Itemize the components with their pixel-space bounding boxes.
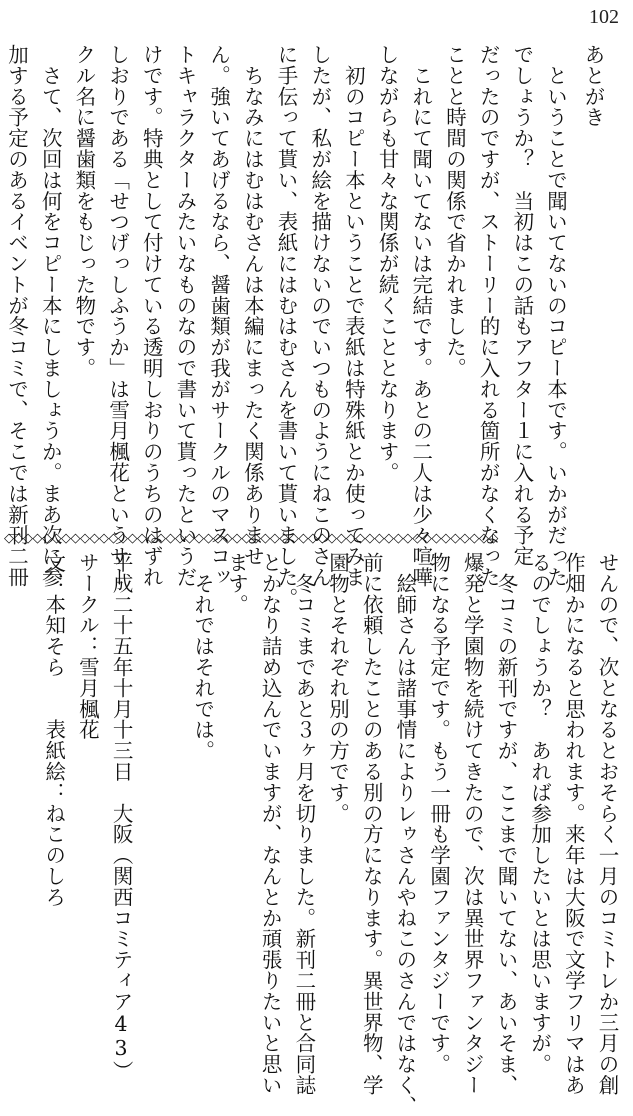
colophon-date-event: 平成二十五年十月十三日 大阪（関西コミティア43） (109, 552, 134, 1082)
continuation-line-3: るのでしょうか？ あれば参加したいとは思いますが。 (527, 552, 552, 1075)
continuation-line-2: 作畑かになると思われます。来年は大阪で文学フリマはあ (561, 552, 586, 1096)
page-number: 102 (589, 6, 619, 28)
continuation-line-5: 爆発と学園物を続けてきたので、次は異世界ファンタジー (460, 552, 485, 1096)
continuation-line-6: 物になる予定です。もう一冊も学園ファンタジーです。 (426, 552, 451, 1075)
afterword-line-10: ちなみにはむはむさんは本編にまったく関係ありませ (240, 44, 265, 567)
section-divider: ◇◇◇◇◇◇◇◇◇◇◇◇◇◇◇◇◇◇◇◇◇◇◇◇◇◇◇◇◇◇◇◇◇◇◇◇◇◇◇◇◇◇◇◇◇◇◇◇◇◇◇◇ (4, 532, 498, 546)
afterword-line-8: したが、私が絵を描けないのでいつものようにねこのさん (307, 44, 332, 588)
afterword-line-9: に手伝って貰い、表紙にはむはむさんを書いて貰いました。 (274, 44, 298, 609)
afterword-line-1: ということで聞いてないのコピー本です。いかがだった (543, 44, 568, 588)
continuation-line-13: それではそれでは。 (190, 552, 215, 761)
blank-column (159, 552, 179, 1116)
afterword-line-15: クル名に醤歯類をもじった物です。 (71, 44, 96, 379)
continuation-text-block (43, 552, 617, 1116)
colophon-circle: サークル：雪月楓花 (75, 552, 100, 741)
afterword-line-5: これにて聞いてないは完結です。あとの二人は少々喧嘩 (408, 44, 433, 588)
continuation-line-9: 園物とそれぞれ別の方です。 (325, 552, 350, 824)
afterword-line-3: だったのですが、ストーリー的に入れる箇所がなくなった (476, 44, 501, 588)
continuation-line-8: 前に依頼したことのある別の方になります。異世界物、学 (359, 552, 384, 1096)
continuation-line-7: 絵師さんは諸事情によりレゥさんやねこのさんではなく、 (392, 552, 417, 1116)
afterword-line-16: さて、次回は何をコピー本にしましょうか。まあ次に参 (38, 44, 63, 588)
continuation-line-11: とかなり詰め込んでいますが、なんとか頑張りたいと思い (258, 552, 283, 1096)
continuation-line-10: 冬コミまであと３ヶ月を切りました。新刊二冊と合同誌 (291, 552, 316, 1096)
afterword-line-11: ん。強いてあげるなら、醤歯類が我がサークルのマスコッ (206, 44, 231, 588)
colophon-credits: 文：本知そら 表紙絵：ねこのしろ (41, 552, 66, 908)
afterword-line-12: トキャラクターみたいなものなので書いて貰ったというだ (172, 44, 197, 588)
afterword-line-2: でしょうか？ 当初はこの話もアフター１に入れる予定 (509, 44, 534, 567)
continuation-line-12: ます。 (224, 552, 249, 615)
afterword-line-6: しながらも甘々な関係が続くこととなります。 (375, 44, 400, 483)
afterword-line-14: しおりである「せつげっしふうか」は雪月楓花というサー (105, 44, 130, 588)
afterword-text-block (0, 44, 603, 608)
afterword-line-17: 加する予定のあるイベントが冬コミで、そこでは新刊二冊 (4, 44, 29, 588)
afterword-line-13: けです。特典として付けている透明しおりのうちのはずれ (139, 44, 164, 588)
afterword-title: あとがき (581, 44, 605, 128)
afterword-line-4: ことと時間の関係で省かれました。 (442, 44, 467, 379)
afterword-line-7: 初のコピー本ということで表紙は特殊紙とか使ってみま (341, 44, 366, 588)
continuation-line-1: せんので、次となるとおそらく一月のコミトレか三月の創 (595, 552, 619, 1096)
continuation-line-4: 冬コミの新刊ですが、ここまで聞いてない、あいそま、 (493, 552, 518, 1096)
